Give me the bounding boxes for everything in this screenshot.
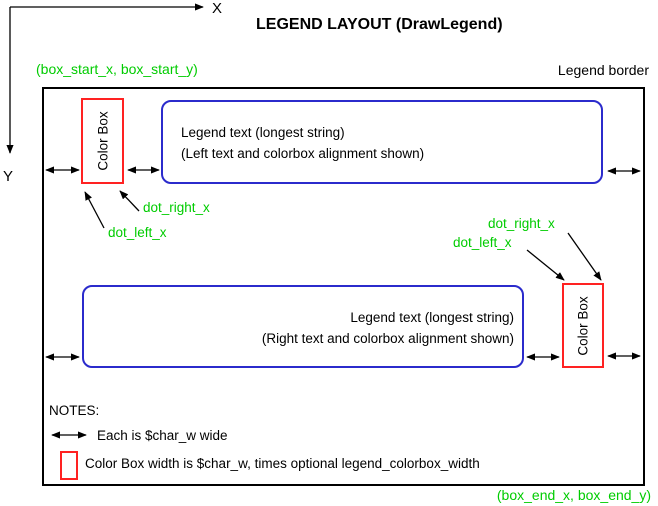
row1-dot-right-x-label: dot_right_x [143, 200, 210, 215]
row1-color-box-label: Color Box [95, 111, 110, 171]
box-end-coord-label: (box_end_x, box_end_y) [496, 487, 651, 503]
row2-dot-left-x-label: dot_left_x [453, 235, 512, 250]
row1-legend-text-box [161, 100, 603, 184]
legend-border-label: Legend border [557, 62, 649, 78]
row2-legend-text-box [82, 285, 524, 368]
row1-legend-text-line1: Legend text (longest string) [181, 125, 345, 140]
box-start-coord-label: (box_start_x, box_start_y) [36, 61, 198, 77]
row2-color-box [562, 283, 604, 368]
row1-color-box [81, 98, 124, 184]
row2-color-box-label: Color Box [575, 295, 591, 356]
row1-legend-text-line2: (Left text and colorbox alignment shown) [181, 146, 425, 161]
notes-color-box-text: Color Box width is $char_w, times optional legend_colorbox_width [85, 456, 480, 471]
notes-heading: NOTES: [49, 403, 100, 418]
row2-dot-right-x-label: dot_right_x [488, 216, 555, 231]
page-title: LEGEND LAYOUT (DrawLegend) [256, 16, 503, 33]
row2-legend-text-line2: (Right text and colorbox alignment shown) [261, 331, 514, 346]
row2-legend-text-line1: Legend text (longest string) [350, 310, 514, 325]
notes-char-width-text: Each is $char_w wide [97, 428, 228, 443]
row1-dot-left-x-label: dot_left_x [108, 225, 167, 240]
x-axis-label: X [212, 0, 223, 17]
y-axis-label: Y [3, 168, 14, 185]
notes-color-box-sample [60, 451, 78, 480]
